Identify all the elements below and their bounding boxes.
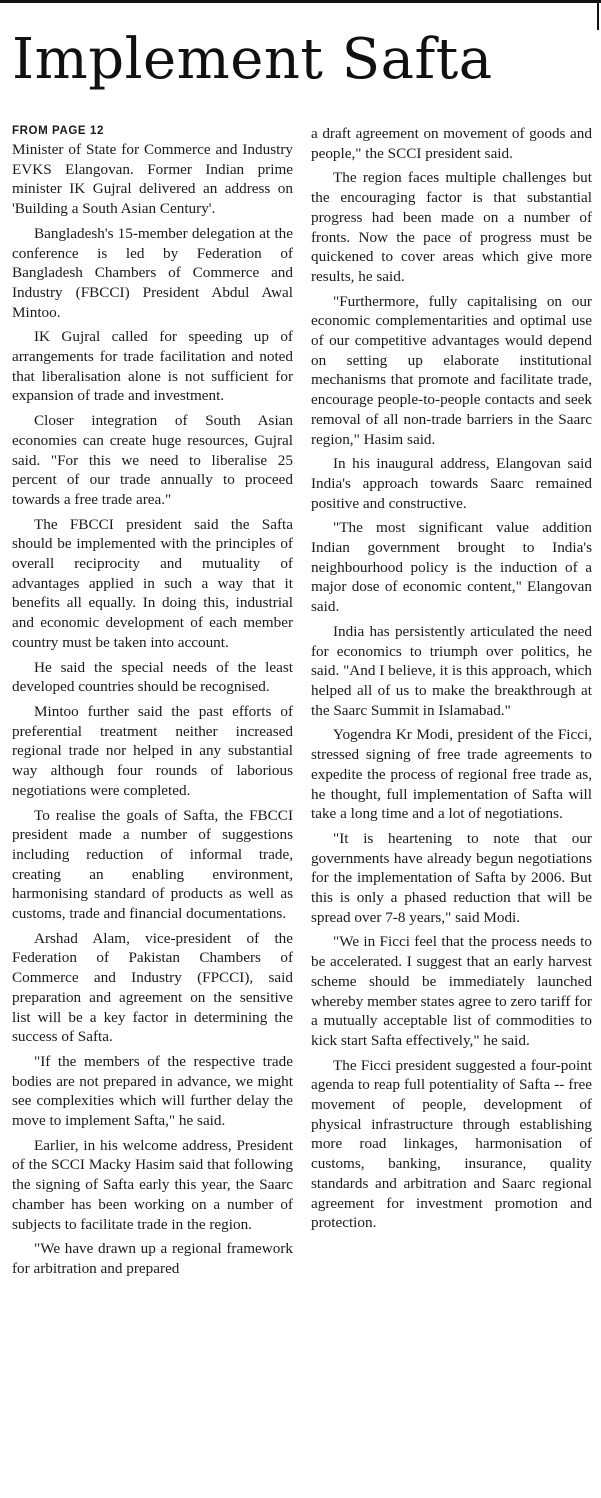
- paragraph: Earlier, in his welcome address, President of the SCCI Macky Hasim said that following the signing of Safta early this year, the Saarc chamber has been working on a number of subjects to facilitate trade in the region.: [12, 1136, 293, 1233]
- paragraph: In his inaugural address, Elangovan said India's approach towards Saarc remained positive and constructive.: [311, 455, 592, 512]
- corner-rule: [597, 0, 599, 30]
- paragraph: IK Gujral called for speeding up of arrangements for trade facilitation and noted that liberalisation alone is not sufficient for expansion of trade and investment.: [12, 328, 293, 405]
- paragraph: India has persistently articulated the need for economics to triumph over politics, he said. "And I believe, it is this approach, which helped all of us to make the breakthrough at the Saarc Summit in Islamabad.": [311, 622, 592, 719]
- paragraph: The Ficci president suggested a four-point agenda to reap full potentiality of Safta -- free movement of people, development of physical infrastructure through establishing more road linkages, harmonisation of customs, banking, insurance, quality standards and arbitration and Saarc regional agreement for investment promotion and protection.: [311, 1056, 592, 1232]
- paragraph: Mintoo further said the past efforts of preferential treatment neither increased regional trade nor helped in any substantial way although four rounds of laborious negotiations were completed.: [12, 702, 293, 799]
- article-column-left: [12, 124, 293, 1284]
- paragraph: "We have drawn up a regional framework for arbitration and prepared: [12, 1240, 293, 1277]
- paragraph: Minister of State for Commerce and Industry EVKS Elangovan. Former Indian prime minister IK Gujral delivered an address on 'Building a South Asian Century'.: [12, 141, 293, 218]
- paragraph: a draft agreement on movement of goods and people," the SCCI president said.: [311, 125, 592, 162]
- paragraph: Yogendra Kr Modi, president of the Ficci, stressed signing of free trade agreements to expedite the process of regional free trade as, he thought, full implementation of Safta will take a long time and a lot of negotiations.: [311, 726, 592, 823]
- kicker: FROM PAGE 12: [12, 125, 104, 137]
- paragraph: Bangladesh's 15-member delegation at the conference is led by Federation of Bangladesh Chambers of Commerce and Industry (FBCCI) President Abdul Awal Mintoo.: [12, 224, 293, 321]
- paragraph: Arshad Alam, vice-president of the Federation of Pakistan Chambers of Commerce and Industry (FPCCI), said preparation and agreement on the sensitive list will be a key factor in determining the success of Safta.: [12, 929, 293, 1046]
- paragraph: "It is heartening to note that our governments have already begun negotiations for the implementation of Safta by 2006. But this is only a phased reduction that will be spread over 7-8 years," said Modi.: [311, 829, 592, 926]
- paragraph: The region faces multiple challenges but the encouraging factor is that substantial progress had been made on a number of fronts. Now the pace of progress must be quickened to cover areas which give more results, he said.: [311, 169, 592, 285]
- paragraph: "We in Ficci feel that the process needs to be accelerated. I suggest that an early harvest scheme should be immediately launched whereby member states agree to zero tariff for a mutually acceptable list of commodities to kick start Safta effectively," he said.: [311, 933, 592, 1049]
- top-rule: [0, 0, 601, 3]
- paragraph: "The most significant value addition Indian government brought to India's neighbourhood policy is the induction of a major dose of economic content," Elangovan said.: [311, 519, 592, 616]
- paragraph: He said the special needs of the least developed countries should be recognised.: [12, 658, 293, 696]
- paragraph: "If the members of the respective trade bodies are not prepared in advance, we might see complexities which will further delay the move to implement Safta," he said.: [12, 1052, 293, 1130]
- paragraph: The FBCCI president said the Safta should be implemented with the principles of overall reciprocity and mutuality of advantages applied in such a way that it benefits all equally. In doing this, industrial and economic development of each member country must be taken into account.: [12, 515, 293, 651]
- article-column-right: [311, 124, 592, 1238]
- paragraph: "Furthermore, fully capitalising on our economic complementarities and optimal use of our competitive advantages would depend on setting up elaborate institutional mechanisms that promote and facilitate trade, encourage people-to-people contacts and seek removal of all non-trade barriers in the Saarc region," Hasim said.: [311, 292, 592, 448]
- headline: Implement Safta: [12, 27, 493, 92]
- paragraph: To realise the goals of Safta, the FBCCI president made a number of suggestions including reduction of informal trade, creating an enabling environment, harmonising standard of products as well as customs, trade and financial documentations.: [12, 806, 293, 923]
- paragraph: Closer integration of South Asian economies can create huge resources, Gujral said. "For this we need to liberalise 25 percent of our trade annually to proceed towards a free trade area.": [12, 412, 293, 508]
